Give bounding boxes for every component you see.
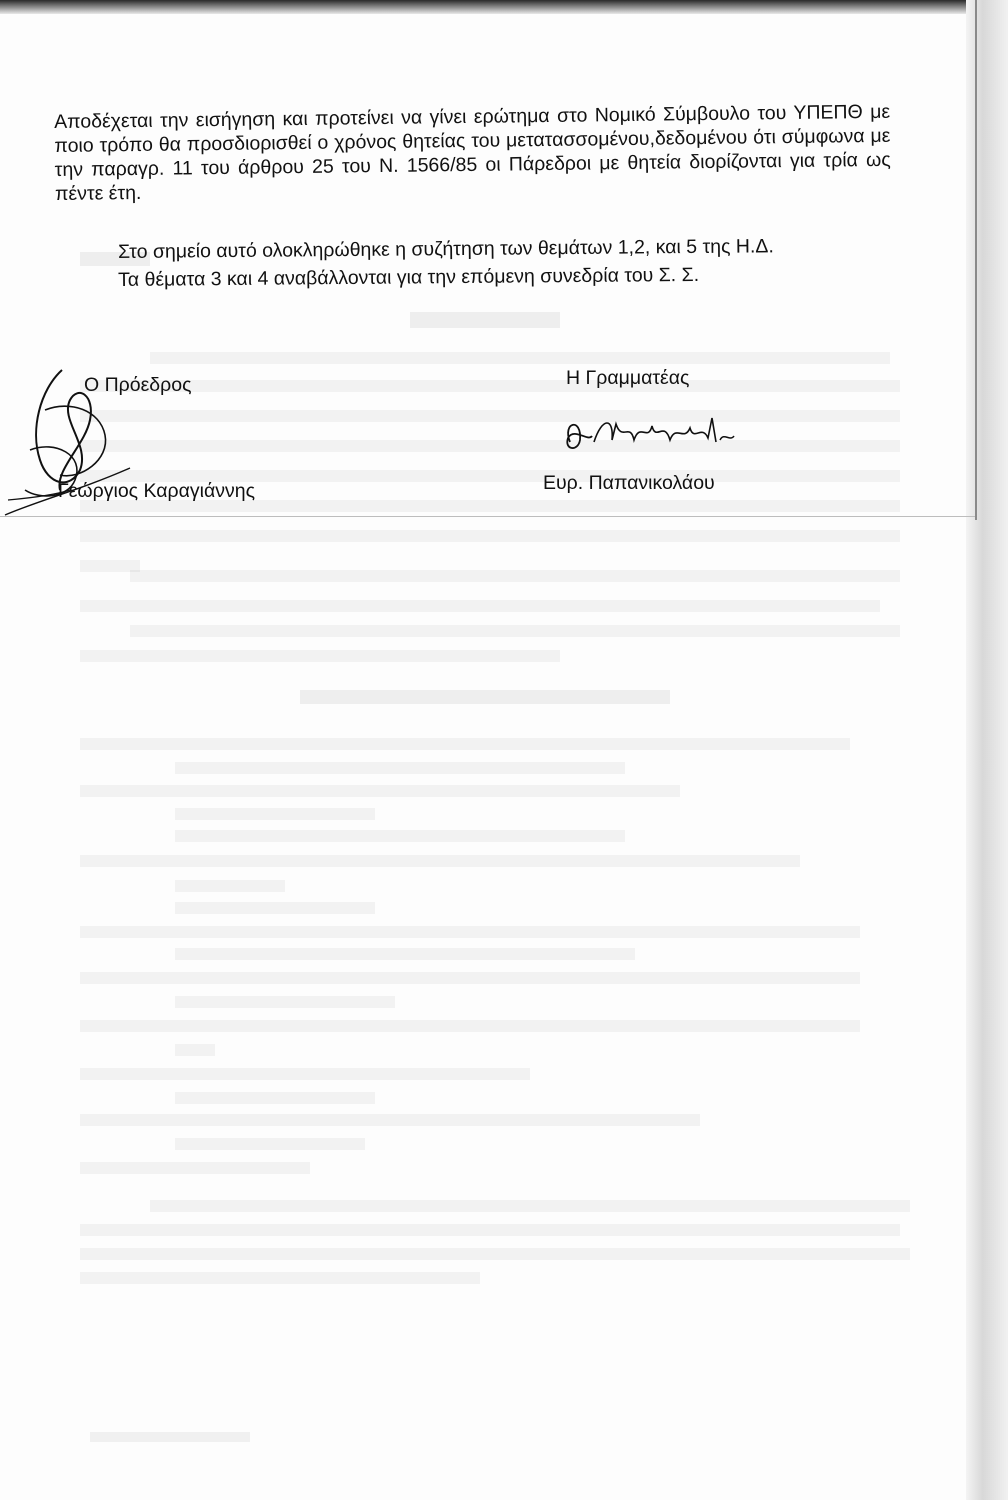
closing-line-1: Στο σημείο αυτό ολοκληρώθηκε η συζήτηση των θεμάτων 1,2, και 5 της Η.Δ. bbox=[118, 235, 774, 263]
secretary-signature-mark bbox=[552, 412, 742, 462]
president-name: Γεώργιος Καραγιάννης bbox=[58, 480, 255, 502]
secretary-title: Η Γραμματέας bbox=[566, 367, 690, 389]
secretary-name: Ευρ. Παπανικολάου bbox=[543, 472, 715, 494]
scan-shadow-right bbox=[966, 0, 1008, 1500]
sheet-fold-line bbox=[975, 0, 977, 520]
closing-line-2: Τα θέματα 3 και 4 αναβάλλονται για την επόμενη συνεδρία του Σ. Σ. bbox=[118, 263, 700, 291]
main-paragraph: Αποδέχεται την εισήγηση και προτείνει να γίνει ερώτημα στο Νομικό Σύμβουλο του ΥΠΕΠΘ με ποιο τρόπο θα προσδιορισθεί ο χρόνος θητείας του μετατασσομένου,δεδομένου ότι σύμφωνα με την παραγρ. 11 του άρθρου 25 του Ν. 1566/85 οι Πάρεδροι με θητεία διορίζονται για τρία ως πέντε έτη. bbox=[54, 100, 891, 205]
president-title: Ο Πρόεδρος bbox=[84, 374, 192, 396]
scan-shadow-top bbox=[0, 0, 1008, 14]
